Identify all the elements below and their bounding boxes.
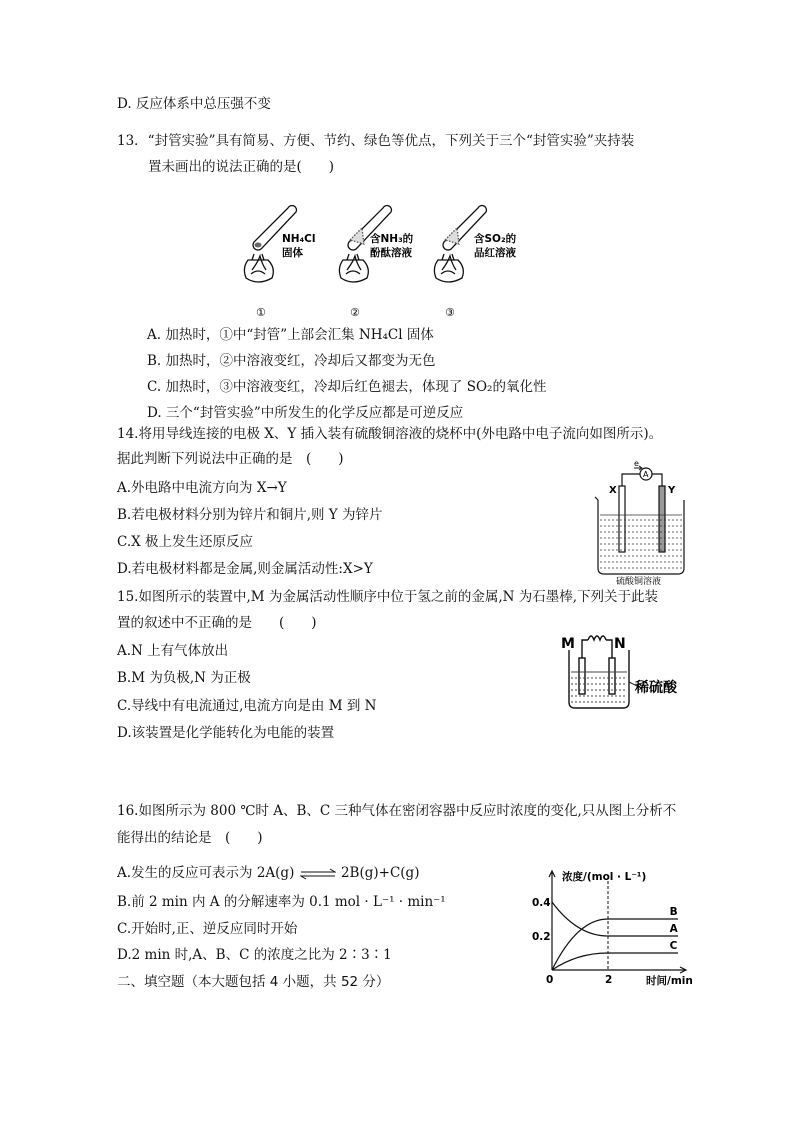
q16-option-a-right: 2B(g)+C(g) (340, 865, 420, 881)
q14-option-d: D.若电极材料都是金属,则金属活动性:X>Y (117, 561, 373, 577)
series-c-label: C (669, 940, 678, 952)
q13-stem-line1: 13．“封管实验”具有简易、方便、节约、绿色等优点，下列关于三个“封管实验”夹持装 (117, 133, 635, 149)
q16-option-c: C.开始时,正、逆反应同时开始 (117, 921, 298, 937)
chart-origin: 0 (546, 974, 554, 986)
q15-stem-line1: 15.如图所示的装置中,M 为金属活动性顺序中位于氢之前的金属,N 为石墨棒,下列关于此装 (117, 589, 659, 605)
q14-stem-line1: 14.将用导线连接的电极 X、Y 插入装有硫酸铜溶液的烧杯中(外电路中电子流向如图所示)。 (117, 426, 663, 442)
ytick-0-2: 0.2 (532, 931, 551, 943)
tube2-label-b: 酚酞溶液 (370, 247, 412, 259)
electrode-x-label: X (609, 485, 617, 496)
q13-figure (238, 198, 548, 320)
q16-option-a-left: A.发生的反应可表示为 2A(g) (117, 865, 295, 881)
q16-stem-line2: 能得出的结论是 ( ) (117, 830, 263, 846)
electron-label: e (634, 460, 639, 468)
acid-label: 稀硫酸 (635, 680, 677, 696)
q14-option-a: A.外电路中电流方向为 X→Y (117, 480, 287, 496)
tube2-label-a: 含NH₃的 (370, 233, 414, 245)
q14-stem-line2: 据此判断下列说法中正确的是 ( ) (117, 451, 344, 467)
chart-xlabel: 时间/min (646, 975, 693, 987)
electrode-y-label: Y (668, 485, 676, 496)
q13-option-b: B. 加热时，②中溶液变红，冷却后又都变为无色 (147, 353, 436, 369)
q15-option-c: C.导线中有电流通过,电流方向是由 M 到 N (117, 698, 377, 714)
chart-ylabel: 浓度/(mol · L⁻¹) (562, 871, 647, 883)
tube3-label-a: 含SO₂的 (474, 233, 517, 245)
q16-option-d: D.2 min 时,A、B、C 的浓度之比为 2∶3∶1 (117, 947, 392, 963)
q13-stem-line2: 置未画出的说法正确的是( ) (148, 159, 335, 175)
q14-figure (592, 460, 692, 586)
series-line-c (552, 953, 678, 970)
q15-option-b: B.M 为负极,N 为正极 (117, 670, 251, 686)
reversible-arrow-icon (300, 868, 336, 880)
q16-chart (526, 868, 696, 988)
tube1-label-a: NH₄Cl (282, 233, 316, 245)
q16-stem-line1: 16.如图所示为 800 ℃时 A、B、C 三种气体在密闭容器中反应时浓度的变化,只从图上分析不 (117, 803, 677, 819)
tube1-number: ① (256, 306, 266, 319)
ytick-0-4: 0.4 (532, 897, 551, 909)
series-line-b (552, 919, 678, 970)
q15-option-d: D.该装置是化学能转化为电能的装置 (117, 725, 335, 741)
tube3-number: ③ (445, 306, 455, 319)
tube1-label-b: 固体 (282, 247, 303, 259)
ammeter-label: A (643, 470, 649, 479)
electrode-m-label: M (561, 636, 575, 652)
q16-option-b: B.前 2 min 内 A 的分解速率为 0.1 mol · L⁻¹ · min⁻¹ (117, 894, 446, 910)
xtick-2: 2 (605, 974, 613, 986)
series-a-label: A (669, 923, 678, 935)
tube2-number: ② (350, 306, 360, 319)
solution-label: 硫酸铜溶液 (616, 577, 662, 586)
q13-option-c: C. 加热时，③中溶液变红，冷却后红色褪去，体现了 SO₂的氧化性 (147, 379, 547, 395)
electrode-n-label: N (614, 636, 626, 652)
tube3-label-b: 品红溶液 (474, 247, 516, 259)
series-b-label: B (669, 906, 678, 918)
q13-option-a: A. 加热时，①中“封管”上部会汇集 NH₄Cl 固体 (147, 327, 434, 343)
q13-option-d: D. 三个“封管实验”中所发生的化学反应都是可逆反应 (147, 405, 464, 421)
q14-option-c: C.X 极上发生还原反应 (117, 534, 254, 550)
q15-figure (555, 628, 695, 712)
q14-option-b: B.若电极材料分别为锌片和铜片,则 Y 为锌片 (117, 507, 383, 523)
q15-stem-line2: 置的叙述中不正确的是 ( ) (117, 615, 317, 631)
option-d-prev: D. 反应体系中总压强不变 (117, 96, 271, 112)
section-heading: 二、填空题（本大题包括 4 小题，共 52 分） (117, 974, 390, 990)
q16-option-a (117, 864, 419, 882)
q15-option-a: A.N 上有气体放出 (117, 643, 229, 659)
